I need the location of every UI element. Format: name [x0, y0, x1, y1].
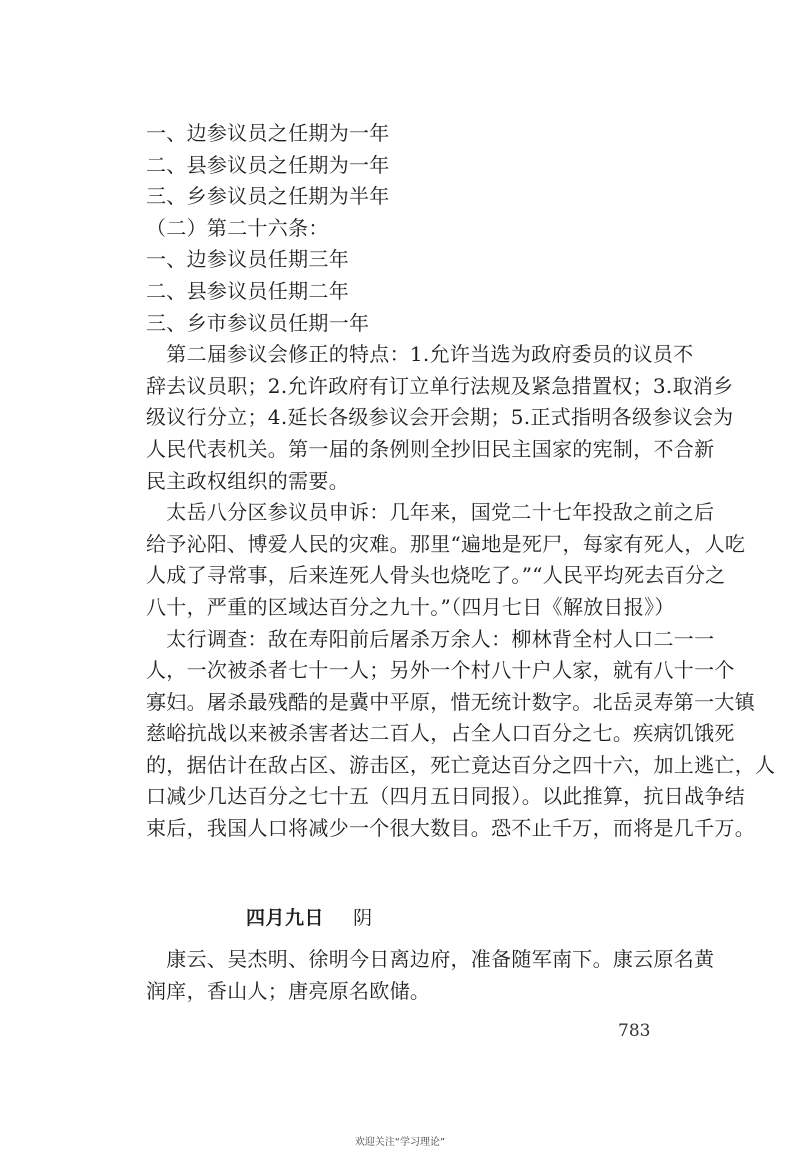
footer-note: 欢迎关注“学习理论” [354, 1137, 446, 1148]
entry-date: 四月九日 [246, 907, 325, 929]
text-line: 三、乡参议员之任期为半年 [146, 184, 390, 209]
text-line: 民主政权组织的需要。 [146, 468, 349, 493]
text-line: 一、边参议员任期三年 [146, 247, 349, 272]
text-line: 二、县参议员之任期为一年 [146, 152, 390, 177]
text-line: 束后，我国人口将减少一个很大数目。恐不止千万，而将是几千万。 [146, 816, 755, 841]
text-line: 润庠，香山人；唐亮原名欧储。 [146, 978, 431, 1003]
body-text [146, 118, 776, 845]
text-line: 口减少几达百分之七十五（四月五日同报）。以此推算，抗日战争结 [146, 784, 745, 809]
text-line: 的，据估计在敌占区、游击区，死亡竟达百分之四十六，加上逃亡，人 [146, 752, 776, 777]
text-line: 慈峪抗战以来被杀害者达二百人，占全人口百分之七。疾病饥饿死 [146, 721, 735, 746]
text-line: 辞去议员职；2.允许政府有订立单行法规及紧急措置权；3.取消乡 [146, 373, 734, 398]
page-number: 783 [618, 1021, 651, 1041]
text-line: 第二届参议会修正的特点：1.允许当选为政府委员的议员不 [146, 342, 694, 367]
text-line: 二、县参议员任期二年 [146, 278, 349, 303]
text-line: （二）第二十六条： [146, 215, 329, 240]
diary-entry-text [146, 944, 715, 1007]
entry-weather: 阴 [353, 907, 373, 929]
text-line: 一、边参议员之任期为一年 [146, 121, 390, 145]
text-line: 人，一次被杀者七十一人；另外一个村八十户人家，就有八十一个 [146, 658, 735, 683]
text-line: 级议行分立；4.延长各级参议会开会期；5.正式指明各级参议会为 [146, 405, 734, 430]
text-line: 三、乡市参议员任期一年 [146, 310, 370, 335]
text-line: 太行调查：敌在寿阳前后屠杀万余人：柳林背全村人口二一一 [146, 626, 715, 651]
diary-date-heading [246, 903, 373, 930]
text-line: 太岳八分区参议员申诉：几年来，国党二十七年投敌之前之后 [146, 500, 715, 525]
text-line: 八十，严重的区域达百分之九十。”（四月七日《解放日报》） [146, 594, 675, 619]
text-line: 康云、吴杰明、徐明今日离边府，准备随军南下。康云原名黄 [146, 947, 715, 971]
text-line: 人成了寻常事，后来连死人骨头也烧吃了。”“人民平均死去百分之 [146, 563, 726, 588]
text-line: 给予沁阳、博爱人民的灾难。那里“遍地是死尸，每家有死人，人吃 [146, 531, 746, 556]
text-line: 寡妇。屠杀最残酷的是冀中平原，惜无统计数字。北岳灵寿第一大镇 [146, 689, 755, 714]
text-line: 人民代表机关。第一届的条例则全抄旧民主国家的宪制，不合新 [146, 436, 715, 461]
